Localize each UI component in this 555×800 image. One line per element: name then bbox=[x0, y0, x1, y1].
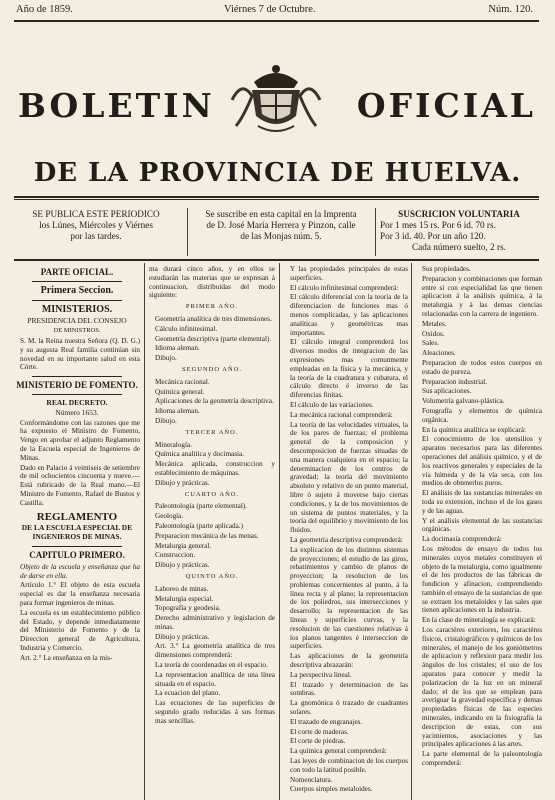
masthead-right: OFICIAL bbox=[356, 86, 536, 125]
issue-line bbox=[14, 4, 539, 20]
info-divider bbox=[187, 208, 188, 256]
top-rule bbox=[14, 20, 539, 22]
issue-number: Núm. 120. bbox=[488, 4, 533, 15]
header-rule-thin bbox=[14, 199, 539, 200]
publication-info: SE PUBLICA ESTE PERIODICO los Lúnes, Miércoles y Viérnes por las tardes. bbox=[32, 209, 160, 241]
masthead-subtitle: DE LA PROVINCIA DE HUELVA. bbox=[33, 158, 522, 188]
column-4: Sus propiedades. Preparacion y combinaciones que forman entre sí con especialidad las que tienen aplicacion á la análisis química, á la metalurgia y á las demas ciencias relacionadas con la carrera de ingeniero. Metales. Oxidos. Sales. Aleaciones. Preparacion de todos estos cuerpos en estado de pureza. Preparacion industrial. Sus aplicaciones. Volumetría galvano-plástica. Fotografía y elementos de química orgánica. En la química analítica se explicará: El conocimiento de los utensilios y aparatos necesarios para las diferentes operaciones del análisis químico, y el de los reactivos generales y especiales de la vía húmeda y de la vía seca, con los medios de obtenerlos puros. El análisis de las sustancias minerales en toda su extension, incluso el de los gases y de las aguas. Y el análisis elemental de las sustancias orgánicas. La docimasia comprenderá: Los métodos de ensayo de todos los minerales cuyos metales constituyen el objeto de la metalurgia, como igualmente el de los productos de las fábricas de fundicion y afinacion, comprendiendo también el ensayo de la sustancias de que se extraen los metaloides y las sales que tienen aplicaciones en la industria. En la clase de mineralogía se explicará: Los caractéres exteriores, los caractéres físicos, cristalográficos y químicos de los minerales, el manejo de los goniómetros de aplicacion y reflexion para medir los ángulos de los cristales; el uso de los aparatos para conocer y medir la polarizacion de la luz en un mineral dado; el de los que se emplean para averiguar la gravedad específica y demas propiedades físicas de las especies minerales, indicando en la fisiografía la descripcion de estas, con sus yacimientos, asociaciones y las principales aplicaciones á las artes. La parte elemental de la paleontología comprenderá: bbox=[422, 265, 542, 768]
issue-year: Año de 1859. bbox=[16, 4, 73, 15]
info-divider bbox=[375, 208, 376, 256]
column-divider bbox=[144, 263, 145, 800]
subscription-info: Se suscribe en esta capital en la Imprenta de D. José María Herrera y Pinzon, calle de las Monjas núm. 5. bbox=[205, 209, 357, 241]
column-divider bbox=[279, 263, 280, 800]
column-divider bbox=[411, 263, 412, 800]
column-3: Y las propiedades principales de estas superficies. El cálculo infinitesimal comprenderá: El cálculo diferencial con la teoría de la diferenciacion de funciones mas ó menos complicadas, y las aplicaciones analíticas y geométricas mas importantes. El cálculo integral comprenderá los diversos modos de integracion de las expresiones mas comunmente empleadas en la física y la mecánica, y la teoría de la cuadratura y cubatura, el cálculo directo é inverso de las diferencias finitas. El cálculo de las variaciones. La mecánica racional comprenderá: La teoría de las velocidades virtuales, la de los pares de fuerzas; el problema general de la composicion y descomposicion de fuerzas situadas de una manera cualquiera en el espacio; la determinacion de los centros de gravedad; la teoría del movimiento absoluto y relativo de un punto material, libre ó sujeto á moverse bajo ciertas condiciones, y la de los movimientos de un sistema de puntos materiales, y la teoría del equilibrio y movimiento de los fluidos. La geometría descriptiva comprenderá: La explicacion de los distintos sistemas de proyecciones; el estudio de las giros, rebatimientos y cambio de planos de proyeccion; la resolucion de los problemas concernientes al punto, á la línea recta y al plano; la representacion de los poliedros, sus intersecciones y desarrollo; la representacion de las líneas y superficies curvas, y la resolucion de las cuestiones relativas á los planos tangentes é interseccion de superficies. Las aplicaciones de la geometría descriptiva abrazarán: La perspectiva lineal. El trazado y determinacion de las sombras. La gnomónica ó trazado de cuadrantes solares. El trazado de engranajes. El corte de maderas. El corte de piedras. La química general comprenderá: Las leyes de combinacion de los cuerpos con todo la latitud posible. Nomenclatura. Cuerpos simples metaloides. bbox=[290, 265, 408, 794]
masthead-left: BOLETIN bbox=[18, 86, 215, 125]
masthead bbox=[18, 86, 536, 131]
header-rule bbox=[14, 196, 539, 198]
column-2: ma durará cinco años, y en ellos se estudiarán las materias que se expresan á continuacion, distribuidas del modo siguiente: PRIMER AÑO. Geometría analítica de tres dimensiones. Cálculo infinitesimal. Geometría descriptiva (parte elemental). Idioma aleman. Dibujo. SEGUNDO AÑO. Mecánica racional. Química general. Aplicaciones de la geometría descriptiva. Idioma aleman. Dibujo. TERCER AÑO. Mineralogía. Química analítica y docimasia. Mecánica aplicada, construccion y establecimiento de máquinas. Dibujo y prácticas. CUARTO AÑO. Paleontología (parte elemental). Geología. Paleontología (parte aplicada.) Preparacion mecánica de las menas. Metalurgia general. Construccion. Dibujo y prácticas. QUINTO AÑO. Laboreo de minas. Metalurgia especial. Topografía y geodesia. Derecho administrativo y legislacion de minas. Dibujo y prácticas. Art. 3.° La geometría analítica de tres dimensiones comprenderá: La teoría de coordenadas en el espacio. La representacion analítica de una línea situada en el espacio. La ecuacion del plano. Las ecuaciones de las superficies de segundo grado reducidas á sus formas mas sencillas. bbox=[149, 265, 275, 725]
issue-date: Viérnes 7 de Octubre. bbox=[224, 4, 316, 15]
price-info: SUSCRICION VOLUNTARIA Por 1 mes 15 rs. Por 6 id. 70 rs. Por 3 id. 40. Por un año 120. Cada número suelto, 2 rs. bbox=[380, 209, 520, 252]
column-1: PARTE OFICIAL. Primera Seccion. MINISTERIOS. PRESIDENCIA DEL CONSEJO DE MINISTROS. S. M. la Reina nuestra Señora (Q. D. G.) y su augusta Real familia continúan sin novedad en su importante salud en esta Córte. MINISTERIO DE FOMENTO. REAL DECRETO. Número 1653. Conformándome con las razones que me ha expuesto el Ministro de Fomento, Vengo en aprobar el adjunto Reglamento de la Escuela especial de Ingenieros de Minas. Dado en Palacio á veintiseis de setiembre de mil ochocientos cincuenta y nueve.—Está rubricado de la Real mano.—El Ministro de Fomento, Rafael de Bustos y Castilla. REGLAMENTO DE LA ESCUELA ESPECIAL DE INGENIEROS DE MINAS. CAPITULO PRIMERO. Objeto de la escuela y enseñanza que ha de darse en ella. Artículo 1.° El objeto de esta escuela especial es dar la enseñanza necesaria para formar ingenieros de minas. La escuela es un establecimiento público del Estado, y depende inmediatamente del Ministerio de Fomento y de la Direccion general de Agricultura, Industria y Comercio. Art. 2.° La enseñanza en la mis- bbox=[16, 267, 140, 662]
info-rule bbox=[14, 259, 539, 261]
